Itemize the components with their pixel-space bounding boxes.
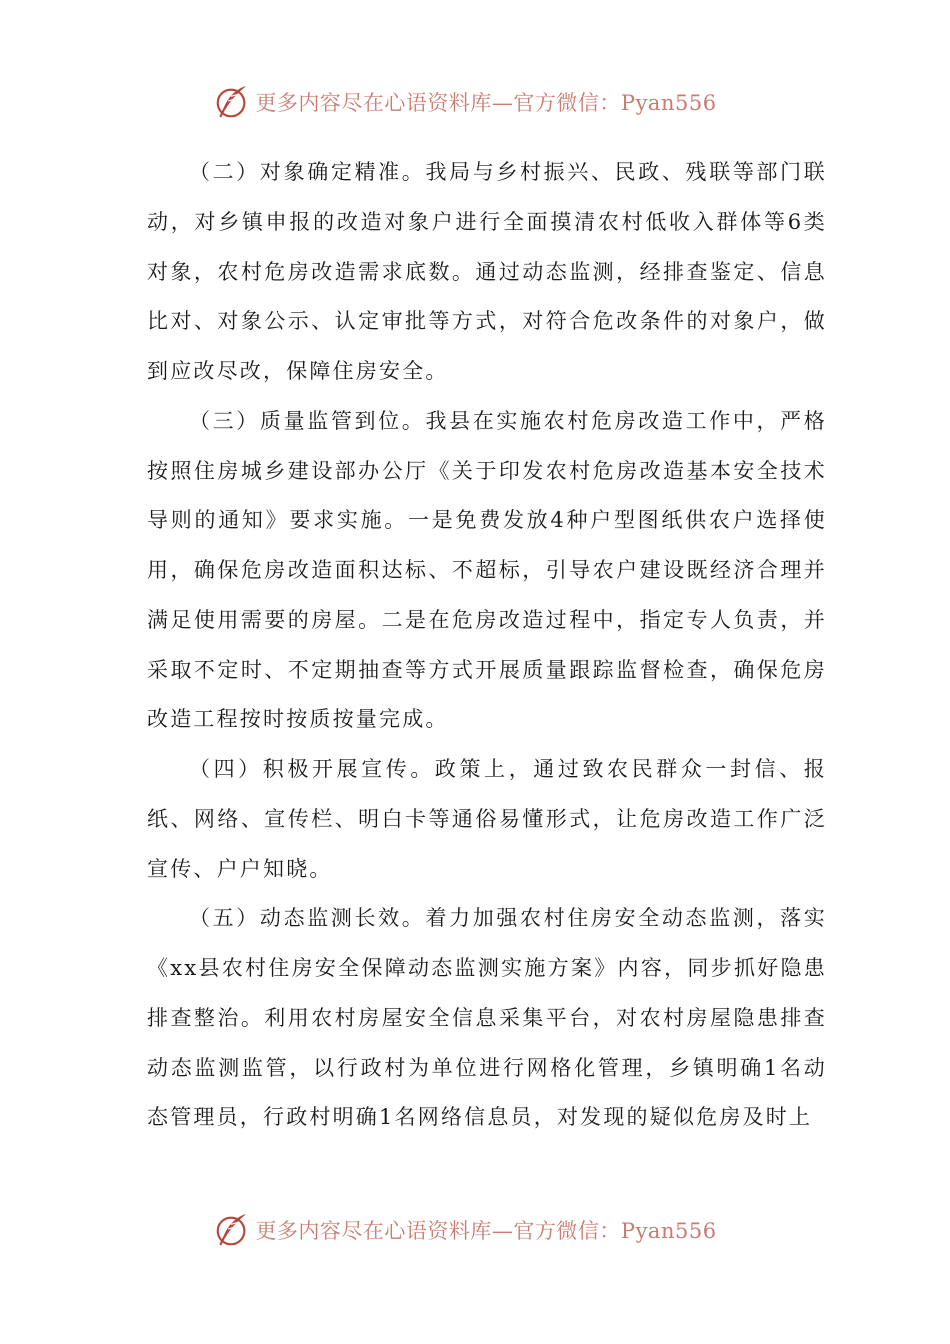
paragraph-5: （五）动态监测长效。着力加强农村住房安全动态监测，落实《xx县农村住房安全保障动态监测实施方案》内容，同步抓好隐患排查整治。利用农村房屋安全信息采集平台，对农村房屋隐患排查动态监测监管，以行政村为单位进行网格化管理，乡镇明确1名动态管理员，行政村明确1名网络信息员，对发现的疑似危房及时上 (147, 906, 827, 1130)
banner-text: 更多内容尽在心语资料库—官方微信：Pyan556 (255, 91, 717, 115)
paragraph-3: （三）质量监管到位。我县在实施农村危房改造工作中，严格按照住房城乡建设部办公厅《关于印发农村危房改造基本安全技术导则的通知》要求实施。一是免费发放4种户型图纸供农户选择使用，确保危房改造面积达标、不超标，引导农户建设既经济合理并满足使用需要的房屋。二是在危房改造过程中，指定专人负责，并采取不定时、不定期抽查等方式开展质量跟踪监督检查，确保危房改造工程按时按质按量完成。 (147, 408, 827, 732)
feather-pen-circle-icon (213, 1211, 251, 1249)
footer-banner (0, 1210, 950, 1250)
paragraph-2: （二）对象确定精准。我局与乡村振兴、民政、残联等部门联动，对乡镇申报的改造对象户进行全面摸清农村低收入群体等6类对象，农村危房改造需求底数。通过动态监测，经排查鉴定、信息比对、对象公示、认定审批等方式，对符合危改条件的对象户，做到应改尽改，保障住房安全。 (147, 160, 827, 383)
paragraph-4: （四）积极开展宣传。政策上，通过致农民群众一封信、报纸、网络、宣传栏、明白卡等通俗易懂形式，让危房改造工作广泛宣传、户户知晓。 (147, 757, 827, 881)
document-body (147, 148, 827, 1143)
feather-pen-circle-icon (213, 83, 251, 121)
header-banner (0, 82, 950, 122)
banner-text: 更多内容尽在心语资料库—官方微信：Pyan556 (255, 1219, 717, 1243)
